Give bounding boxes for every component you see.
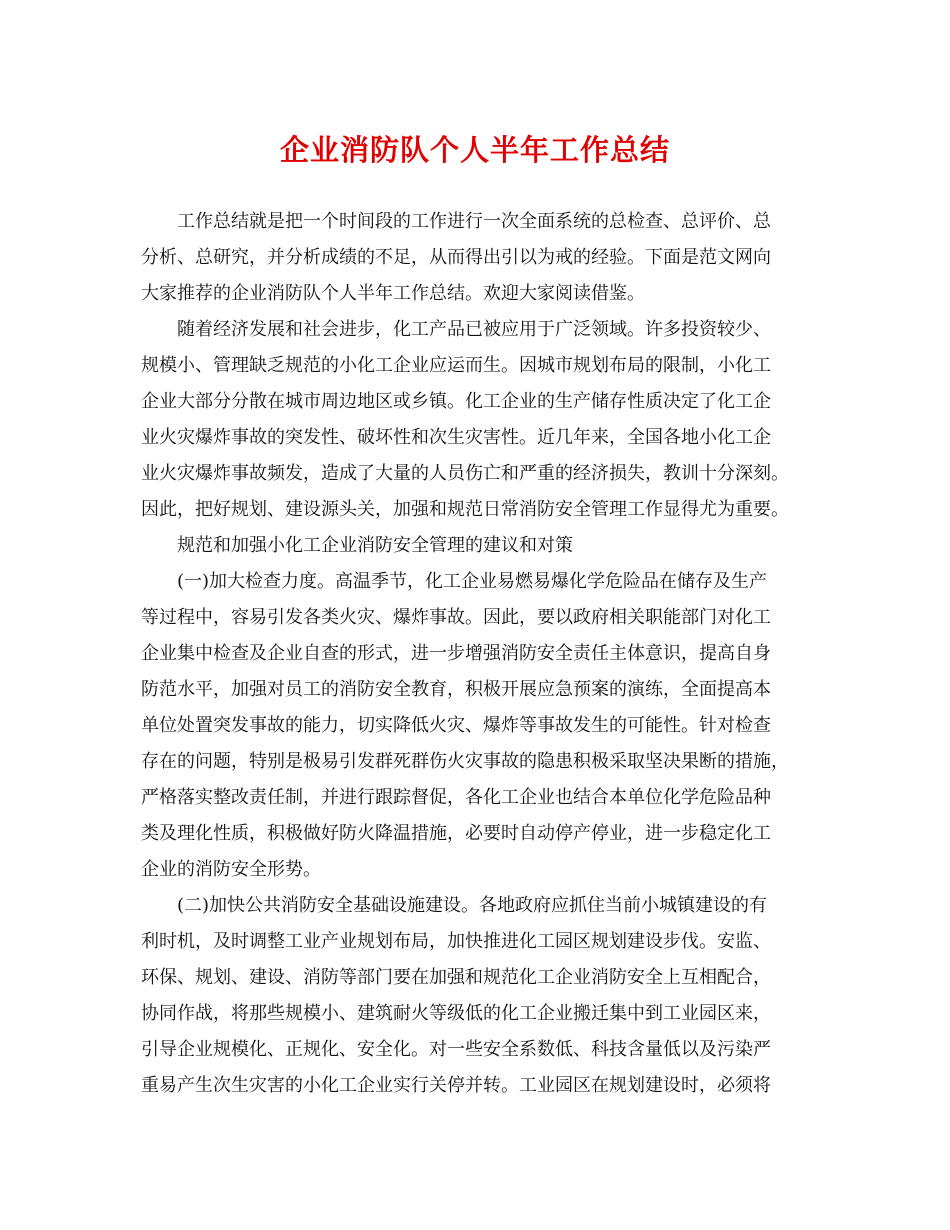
text-line: 严格落实整改责任制，并进行跟踪督促，各化工企业也结合本单位化学危险品种 (141, 787, 771, 808)
paragraph-section-1 (141, 564, 809, 888)
text-line: 工作总结就是把一个时间段的工作进行一次全面系统的总检查、总评价、总 (177, 211, 771, 232)
text-line: 单位处置突发事故的能力，切实降低火灾、爆炸等事故发生的可能性。针对检查 (141, 715, 771, 736)
document-body (141, 204, 809, 1104)
paragraph-heading (141, 528, 809, 564)
text-line: 重易产生次生灾害的小化工企业实行关停并转。工业园区在规划建设时，必须将 (141, 1075, 771, 1096)
text-line: 业火灾爆炸事故频发，造成了大量的人员伤亡和严重的经济损失，教训十分深刻。 (141, 463, 789, 484)
text-line: 类及理化性质，积极做好防火降温措施，必要时自动停产停业，进一步稳定化工 (141, 823, 771, 844)
text-line: (一)加大检查力度。高温季节，化工企业易燃易爆化学危险品在储存及生产 (177, 571, 768, 592)
paragraph-background (141, 312, 809, 528)
text-line: 环保、规划、建设、消防等部门要在加强和规范化工企业消防安全上互相配合， (141, 967, 771, 988)
text-line: 规模小、管理缺乏规范的小化工企业应运而生。因城市规划布局的限制，小化工 (141, 355, 771, 376)
text-line: 分析、总研究，并分析成绩的不足，从而得出引以为戒的经验。下面是范文网向 (141, 247, 771, 268)
text-line: 存在的问题，特别是极易引发群死群伤火灾事故的隐患积极采取坚决果断的措施， (141, 751, 789, 772)
text-line: 因此，把好规划、建设源头关，加强和规范日常消防安全管理工作显得尤为重要。 (141, 499, 789, 520)
text-line: 随着经济发展和社会进步，化工产品已被应用于广泛领域。许多投资较少、 (177, 319, 771, 340)
text-line: 企业集中检查及企业自查的形式，进一步增强消防安全责任主体意识，提高自身 (141, 643, 771, 664)
text-line: (二)加快公共消防安全基础设施建设。各地政府应抓住当前小城镇建设的有 (177, 895, 768, 916)
text-line: 规范和加强小化工企业消防安全管理的建议和对策 (177, 535, 573, 556)
text-line: 业火灾爆炸事故的突发性、破坏性和次生灾害性。近几年来，全国各地小化工企 (141, 427, 771, 448)
text-line: 大家推荐的企业消防队个人半年工作总结。欢迎大家阅读借鉴。 (141, 283, 645, 304)
paragraph-section-2 (141, 888, 809, 1104)
text-line: 协同作战，将那些规模小、建筑耐火等级低的化工企业搬迁集中到工业园区来， (141, 1003, 771, 1024)
text-line: 利时机，及时调整工业产业规划布局，加快推进化工园区规划建设步伐。安监、 (141, 931, 771, 952)
text-line: 等过程中，容易引发各类火灾、爆炸事故。因此，要以政府相关职能部门对化工 (141, 607, 771, 628)
text-line: 企业大部分分散在城市周边地区或乡镇。化工企业的生产储存性质决定了化工企 (141, 391, 771, 412)
document-title: 企业消防队个人半年工作总结 (279, 133, 670, 167)
text-line: 企业的消防安全形势。 (141, 859, 321, 880)
text-line: 防范水平，加强对员工的消防安全教育，积极开展应急预案的演练，全面提高本 (141, 679, 771, 700)
text-line: 引导企业规模化、正规化、安全化。对一些安全系数低、科技含量低以及污染严 (141, 1039, 771, 1060)
paragraph-intro (141, 204, 809, 312)
